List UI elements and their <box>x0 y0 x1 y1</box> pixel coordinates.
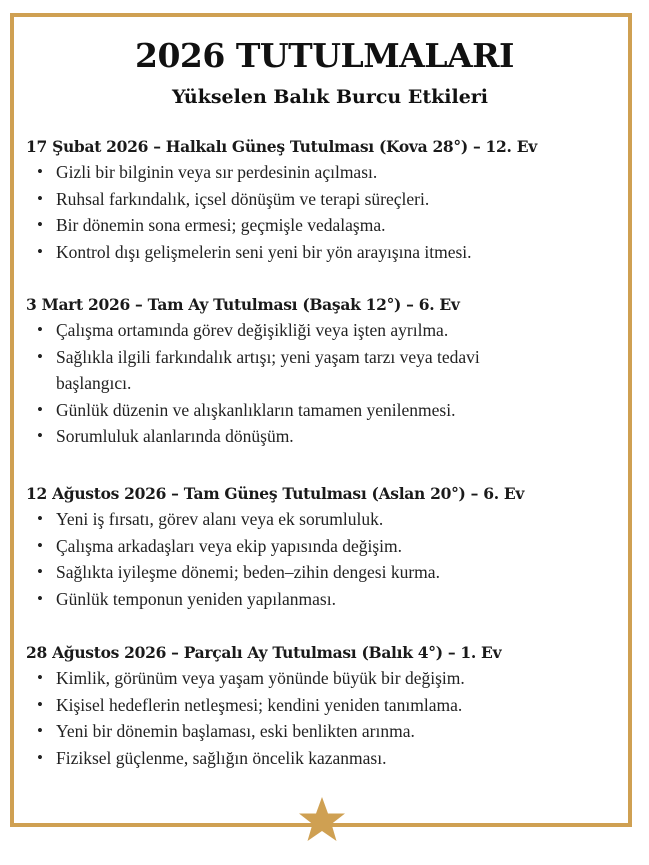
list-item: • Günlük temponun yeniden yapılanması. <box>26 586 616 613</box>
star-icon <box>297 795 347 845</box>
list-item: • Ruhsal farkındalık, içsel dönüşüm ve terapi süreçleri. <box>26 186 616 213</box>
list-item: • Sorumluluk alanlarında dönüşüm. <box>26 423 546 450</box>
eclipse-section-1 <box>26 135 616 265</box>
page-subtitle: Yükselen Balık Burcu Etkileri <box>171 86 489 108</box>
list-item: • Bir dönemin sona ermesi; geçmişle vedalaşma. <box>26 212 616 239</box>
list-item: • Yeni bir dönemin başlaması, eski benlikten arınma. <box>26 718 616 745</box>
list-item: • Kimlik, görünüm veya yaşam yönünde büyük bir değişim. <box>26 665 616 692</box>
list-item: • Kişisel hedeflerin netleşmesi; kendini yeniden tanımlama. <box>26 692 616 719</box>
section-heading: 12 Ağustos 2026 – Tam Güneş Tutulması (Aslan 20°) – 6. Ev <box>26 484 525 503</box>
section-heading: 3 Mart 2026 – Tam Ay Tutulması (Başak 12°) – 6. Ev <box>26 295 460 314</box>
eclipse-section-3 <box>26 482 616 612</box>
list-item: • Yeni iş fırsatı, görev alanı veya ek sorumluluk. <box>26 506 616 533</box>
section-heading: 28 Ağustos 2026 – Parçalı Ay Tutulması (Balık 4°) – 1. Ev <box>26 643 502 662</box>
list-item: • Gizli bir bilginin veya sır perdesinin açılması. <box>26 159 616 186</box>
page-title: 2026 TUTULMALARI <box>134 36 514 75</box>
section-heading: 17 Şubat 2026 – Halkalı Güneş Tutulması (Kova 28°) – 12. Ev <box>26 137 537 156</box>
effects-list <box>26 506 616 612</box>
list-item: • Çalışma ortamında görev değişikliği veya işten ayrılma. <box>26 317 546 344</box>
list-item: • Sağlıkta iyileşme dönemi; beden–zihin dengesi kurma. <box>26 559 616 586</box>
eclipse-section-4 <box>26 641 616 771</box>
list-item: • Fiziksel güçlenme, sağlığın öncelik kazanması. <box>26 745 616 772</box>
effects-list <box>26 159 616 265</box>
effects-list <box>26 665 616 771</box>
list-item: • Sağlıkla ilgili farkındalık artışı; yeni yaşam tarzı veya tedavi başlangıcı. <box>26 344 546 397</box>
list-item: • Günlük düzenin ve alışkanlıkların tamamen yenilenmesi. <box>26 397 546 424</box>
list-item: • Kontrol dışı gelişmelerin seni yeni bir yön arayışına itmesi. <box>26 239 616 266</box>
effects-list <box>26 317 546 450</box>
list-item: • Çalışma arkadaşları veya ekip yapısında değişim. <box>26 533 616 560</box>
eclipse-section-2 <box>26 293 616 450</box>
